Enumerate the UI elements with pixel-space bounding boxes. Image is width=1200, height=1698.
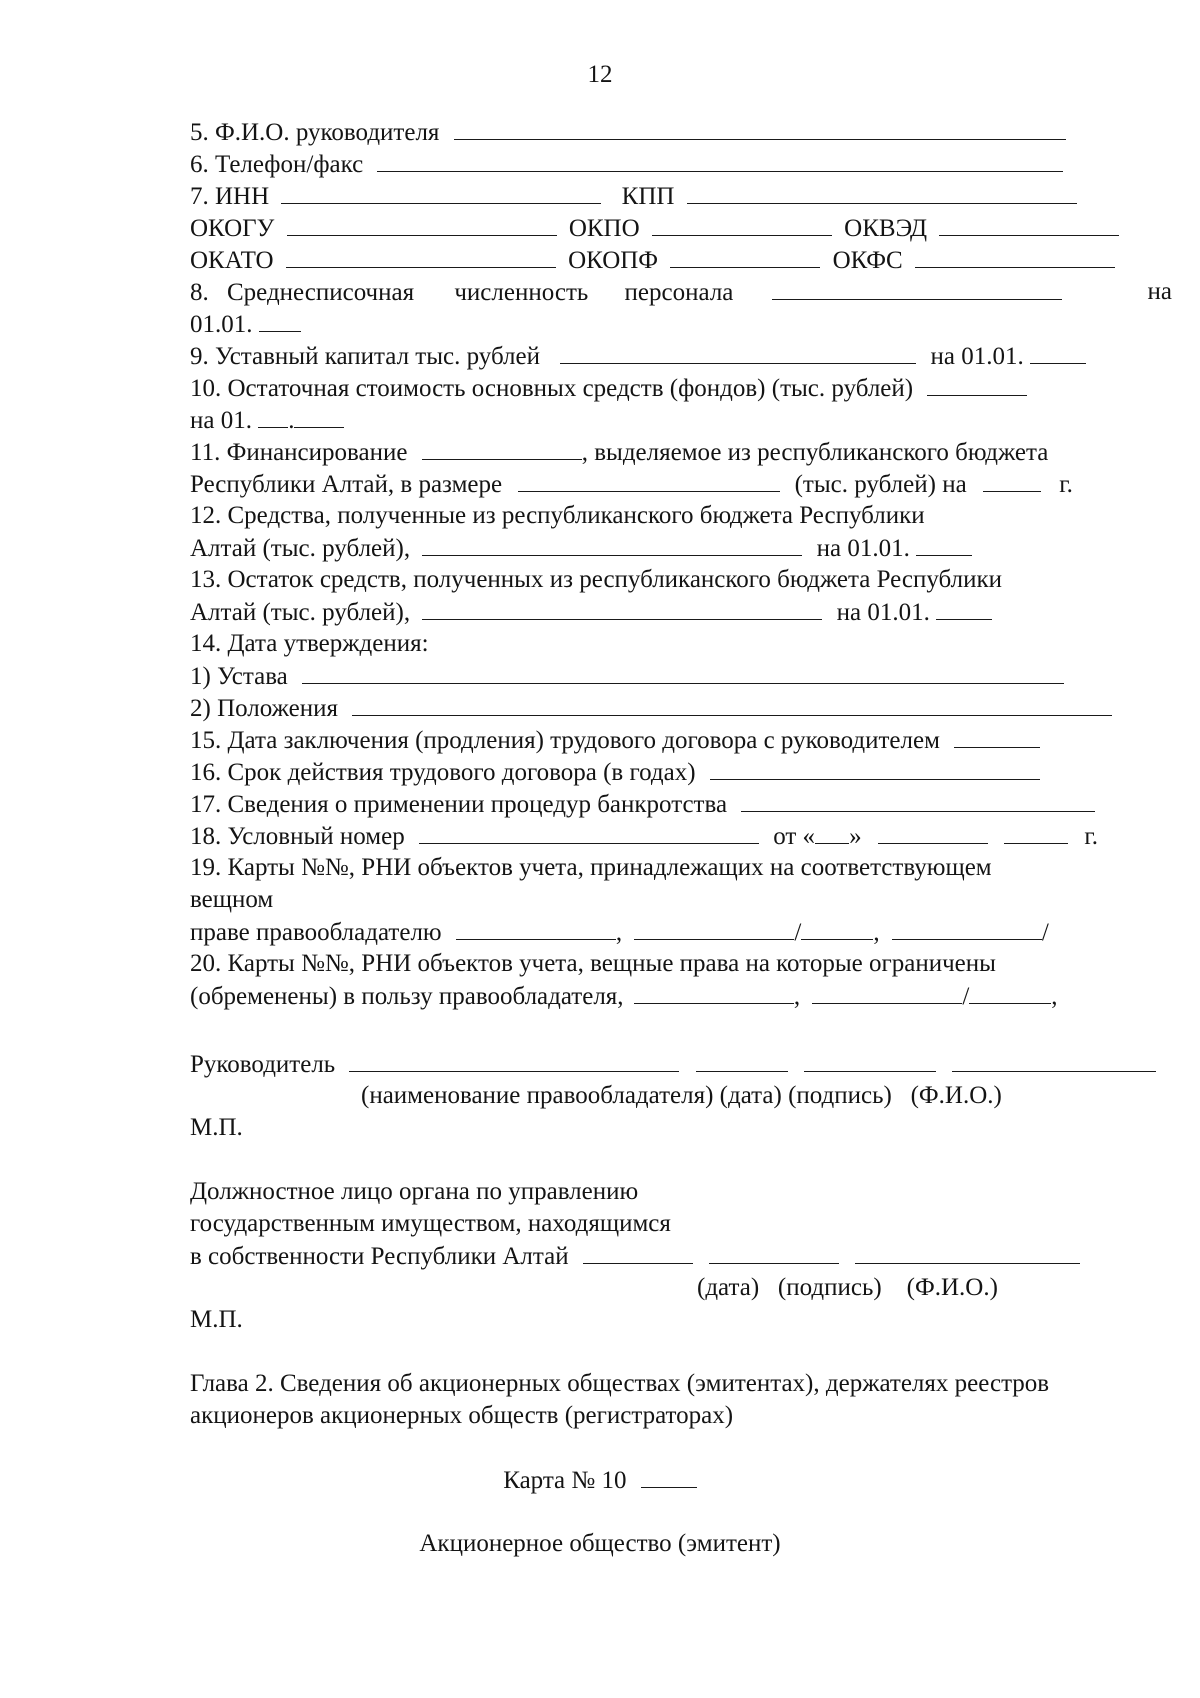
- field-20-blank-3[interactable]: [969, 981, 1051, 1004]
- field-18-month-blank[interactable]: [878, 821, 988, 844]
- field-7-kpp-label: КПП: [621, 183, 675, 210]
- field-14-1-blank[interactable]: [302, 661, 1064, 684]
- field-7: [190, 181, 1077, 212]
- field-8-w3: численность: [454, 279, 589, 306]
- signature-2-caption: (дата) (подпись) (Ф.И.О.): [697, 1274, 998, 1301]
- field-11-year: г.: [1059, 471, 1073, 498]
- card-title-label: Карта № 10: [503, 1467, 627, 1494]
- field-13-line2: [190, 597, 992, 628]
- field-19-comma-2: ,: [873, 919, 880, 946]
- field-12: [190, 501, 925, 531]
- field-16: [190, 757, 1040, 788]
- field-8-na: на: [1147, 278, 1172, 305]
- field-19-line3: [190, 917, 1049, 948]
- field-17: [190, 789, 1095, 820]
- okved-label: ОКВЭД: [844, 215, 928, 242]
- field-12-date-blank[interactable]: [916, 533, 972, 556]
- okato-label: ОКАТО: [190, 247, 274, 274]
- field-5: [190, 117, 1066, 148]
- field-8-date-blank[interactable]: [259, 309, 301, 332]
- field-15-blank[interactable]: [954, 725, 1040, 748]
- field-13-date-blank[interactable]: [936, 597, 992, 620]
- signature-2-line-3-label: в собственности Республики Алтай: [190, 1243, 569, 1270]
- field-9-blank[interactable]: [560, 341, 916, 364]
- signature-1-org-blank[interactable]: [349, 1049, 679, 1072]
- field-9-date-blank[interactable]: [1030, 341, 1086, 364]
- signature-1: [190, 1049, 1156, 1080]
- field-19-blank-2[interactable]: [634, 917, 794, 940]
- field-20-comma-2: ,: [1051, 983, 1058, 1010]
- field-18-day-blank[interactable]: [815, 821, 849, 844]
- field-10-date-label: на 01.: [190, 407, 252, 434]
- field-7-kpp-blank[interactable]: [687, 181, 1077, 204]
- field-13-line2-label: Алтай (тыс. рублей),: [190, 599, 411, 626]
- field-14-2: [190, 693, 1112, 724]
- field-6-label: 6. Телефон/факс: [190, 151, 364, 178]
- field-11-line2-label: Республики Алтай, в размере: [190, 471, 503, 498]
- field-12-label: 12. Средства, полученные из республиканского бюджета Республики: [190, 502, 925, 529]
- field-11-blank-1[interactable]: [422, 437, 582, 460]
- field-10-date-blank-2[interactable]: [294, 405, 344, 428]
- field-14-2-label: 2) Положения: [190, 695, 338, 722]
- signature-1-name-blank[interactable]: [952, 1049, 1156, 1072]
- field-19-comma-1: ,: [615, 919, 623, 946]
- field-8-date: [190, 309, 301, 340]
- okopf-label: ОКОПФ: [568, 247, 659, 274]
- signature-1-date-blank[interactable]: [696, 1049, 788, 1072]
- field-11: [190, 437, 1048, 468]
- card-title: [0, 1465, 1200, 1496]
- page-number: 12: [587, 61, 613, 88]
- codes-row-2: [190, 245, 1115, 276]
- field-19-line2-label: вещном: [190, 886, 274, 913]
- field-11-text: , выделяемое из республиканского бюджета: [581, 439, 1049, 466]
- field-14: [190, 629, 429, 659]
- field-18-blank[interactable]: [419, 821, 759, 844]
- field-18-from: от «: [773, 823, 816, 850]
- field-12-line2-label: Алтай (тыс. рублей),: [190, 535, 411, 562]
- field-9: [190, 341, 1086, 372]
- field-11-blank-2[interactable]: [518, 469, 780, 492]
- signature-1-caption: (наименование правообладателя) (дата) (подпись) (Ф.И.О.): [361, 1082, 1002, 1109]
- field-8-w4: персонала: [624, 279, 734, 306]
- field-8-blank[interactable]: [772, 277, 1062, 300]
- okpo-label: ОКПО: [568, 215, 640, 242]
- field-7-inn-blank[interactable]: [281, 181, 601, 204]
- field-10-date-dot: .: [288, 407, 295, 434]
- field-14-1-label: 1) Устава: [190, 663, 288, 690]
- field-10-blank[interactable]: [927, 373, 1027, 396]
- chapter-heading-line-1: Глава 2. Сведения об акционерных обществах (эмитентах), держателях реестров: [190, 1370, 1050, 1397]
- field-12-line2: [190, 533, 972, 564]
- card-number-blank[interactable]: [641, 1465, 697, 1488]
- field-14-2-blank[interactable]: [352, 693, 1112, 716]
- field-20-blank-2[interactable]: [812, 981, 962, 1004]
- signature-2-line-2: государственным имуществом, находящимся: [190, 1210, 671, 1237]
- field-8-w2: Среднесписочная: [227, 279, 415, 306]
- signature-2-line-3: [190, 1241, 1080, 1272]
- field-8-w1: 8.: [190, 279, 209, 306]
- field-19-blank-3[interactable]: [801, 917, 873, 940]
- field-6: [190, 149, 1063, 180]
- field-19-line3-label: праве правообладателю: [190, 919, 442, 946]
- field-17-label: 17. Сведения о применении процедур банкротства: [190, 791, 728, 818]
- field-18-quote: »: [849, 823, 862, 850]
- field-19-blank-4[interactable]: [892, 917, 1042, 940]
- field-10-date: [190, 405, 344, 436]
- field-19-line2: [190, 885, 273, 915]
- field-20-line2: [190, 981, 1058, 1012]
- field-13-blank[interactable]: [422, 597, 822, 620]
- okato-blank[interactable]: [286, 245, 556, 268]
- okved-blank[interactable]: [939, 213, 1119, 236]
- field-11-blank-3[interactable]: [983, 469, 1041, 492]
- field-13-label: 13. Остаток средств, полученных из республиканского бюджета Республики: [190, 566, 1003, 593]
- field-7-inn-label: 7. ИНН: [190, 183, 270, 210]
- field-10: [190, 373, 1027, 404]
- field-10-label: 10. Остаточная стоимость основных средств (фондов) (тыс. рублей): [190, 375, 914, 402]
- field-20-line2-label: (обременены) в пользу правообладателя,: [190, 983, 624, 1010]
- okfs-blank[interactable]: [915, 245, 1115, 268]
- field-5-label: 5. Ф.И.О. руководителя: [190, 119, 440, 146]
- field-20: [190, 949, 996, 979]
- signature-1-label: Руководитель: [190, 1051, 336, 1078]
- field-13-date-label: на 01.01.: [836, 599, 930, 626]
- field-12-date-label: на 01.01.: [816, 535, 910, 562]
- field-6-blank[interactable]: [377, 149, 1063, 172]
- field-18-label: 18. Условный номер: [190, 823, 405, 850]
- signature-2-line-1: Должностное лицо органа по управлению: [190, 1178, 639, 1205]
- field-11-unit: (тыс. рублей) на: [794, 471, 967, 498]
- field-11-line2: [190, 469, 1073, 500]
- field-19-slash-1: /: [794, 919, 802, 946]
- field-16-label: 16. Срок действия трудового договора (в годах): [190, 759, 696, 786]
- field-19: [190, 853, 992, 883]
- field-16-blank[interactable]: [710, 757, 1040, 780]
- field-12-blank[interactable]: [422, 533, 802, 556]
- okfs-label: ОКФС: [832, 247, 903, 274]
- field-17-blank[interactable]: [741, 789, 1095, 812]
- field-20-blank-1[interactable]: [634, 981, 794, 1004]
- okpo-blank[interactable]: [652, 213, 832, 236]
- okogu-label: ОКОГУ: [190, 215, 275, 242]
- field-11-label: 11. Финансирование: [190, 439, 408, 466]
- field-14-label: 14. Дата утверждения:: [190, 630, 429, 657]
- field-13: [190, 565, 1002, 595]
- field-9-date-label: на 01.01.: [930, 343, 1024, 370]
- field-18-year: г.: [1084, 823, 1098, 850]
- signature-2-date-blank[interactable]: [583, 1241, 693, 1264]
- field-5-blank[interactable]: [454, 117, 1066, 140]
- field-10-date-blank-1[interactable]: [258, 405, 288, 428]
- field-19-label: 19. Карты №№, РНИ объектов учета, принадлежащих на соответствующем: [190, 854, 992, 881]
- field-18: [190, 821, 1098, 852]
- field-19-slash-2: /: [1041, 919, 1049, 946]
- field-20-comma-1: ,: [793, 983, 801, 1010]
- okogu-blank[interactable]: [287, 213, 557, 236]
- card-subtitle: Акционерное общество (эмитент): [419, 1530, 781, 1557]
- field-14-1: [190, 661, 1064, 692]
- signature-1-stamp: М.П.: [190, 1114, 243, 1141]
- codes-row-1: [190, 213, 1119, 244]
- field-15-label: 15. Дата заключения (продления) трудового договора с руководителем: [190, 727, 940, 754]
- signature-2-name-blank[interactable]: [855, 1241, 1080, 1264]
- signature-2-stamp: М.П.: [190, 1306, 243, 1333]
- signature-2-sign-blank[interactable]: [709, 1241, 839, 1264]
- signature-1-sign-blank[interactable]: [804, 1049, 936, 1072]
- okopf-blank[interactable]: [670, 245, 820, 268]
- field-15: [190, 725, 1040, 756]
- field-8: [190, 277, 1172, 308]
- field-18-year-blank[interactable]: [1004, 821, 1068, 844]
- field-9-label: 9. Уставный капитал тыс. рублей: [190, 343, 540, 370]
- chapter-heading-line-2: акционеров акционерных обществ (регистраторах): [190, 1402, 734, 1429]
- field-8-date-label: 01.01.: [190, 311, 253, 338]
- field-20-label: 20. Карты №№, РНИ объектов учета, вещные права на которые ограничены: [190, 950, 996, 977]
- field-20-slash: /: [962, 983, 970, 1010]
- field-19-blank-1[interactable]: [456, 917, 616, 940]
